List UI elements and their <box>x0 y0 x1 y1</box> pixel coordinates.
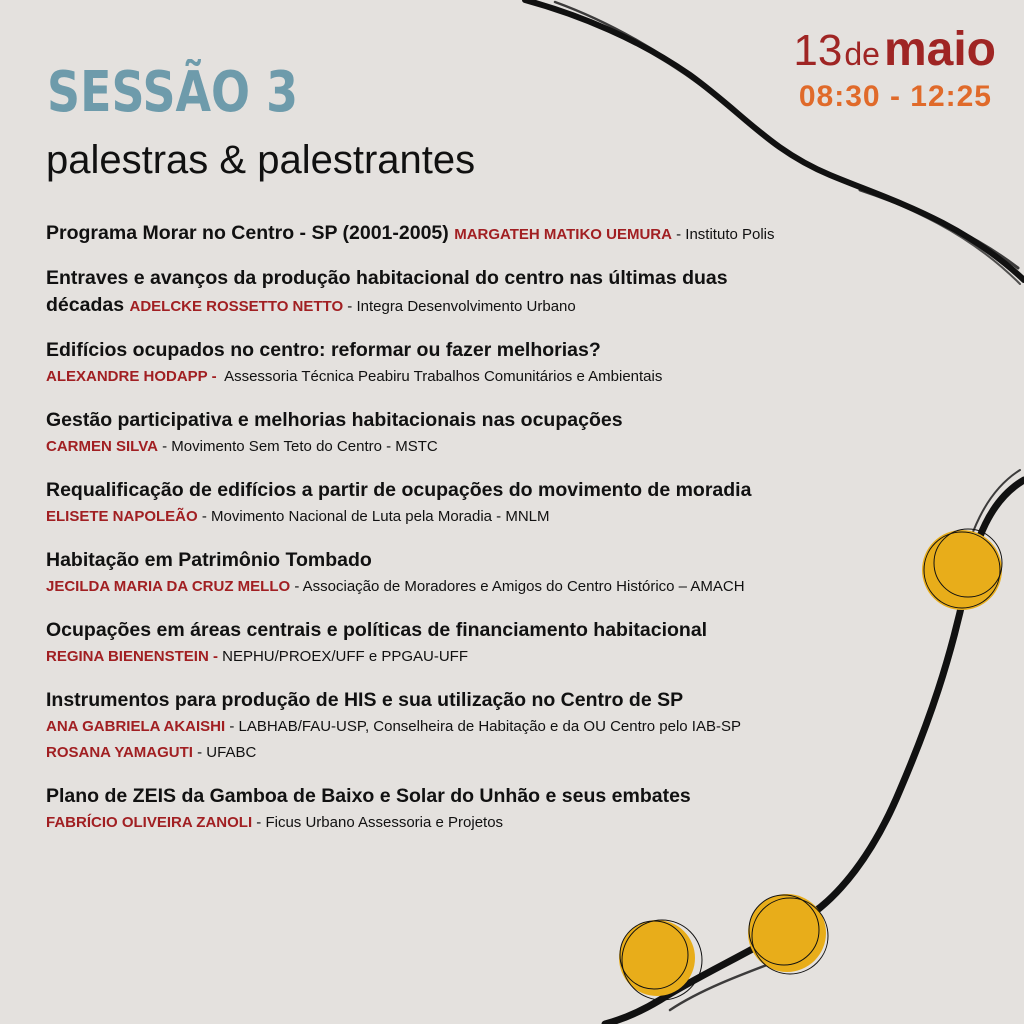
speaker-org: - LABHAB/FAU-USP, Conselheira de Habitação e da OU Centro pelo IAB-SP <box>225 718 741 735</box>
talk-title: Requalificação de edifícios a partir de ocupações do movimento de moradia <box>46 479 752 501</box>
talk-item <box>46 547 906 600</box>
talk-item <box>46 407 906 460</box>
talk-item <box>46 337 906 390</box>
talk-title: Programa Morar no Centro - SP (2001-2005) <box>46 222 449 244</box>
speaker-name: ROSANA YAMAGUTI <box>46 744 193 761</box>
speaker-org: - Instituto Polis <box>671 226 775 243</box>
date-de: de <box>844 36 880 72</box>
talk-title: Instrumentos para produção de HIS e sua utilização no Centro de SP <box>46 689 684 711</box>
talk-title: Habitação em Patrimônio Tombado <box>46 549 372 571</box>
dot-bottom-right <box>748 894 828 974</box>
speaker-name: MARGATEH MATIKO UEMURA <box>454 226 672 243</box>
speaker-name: JECILDA MARIA DA CRUZ MELLO <box>46 578 291 595</box>
session-title: SESSÃO 3 <box>47 60 299 125</box>
speaker-name: ANA GABRIELA AKAISHI <box>46 718 226 735</box>
dot-right <box>922 529 1002 610</box>
speaker-org: - UFABC <box>192 744 257 761</box>
talk-item <box>46 265 906 320</box>
event-date <box>793 22 996 77</box>
speaker-name: ELISETE NAPOLEÃO <box>46 508 198 525</box>
speaker-name: REGINA BIENENSTEIN - <box>46 648 218 665</box>
talk-item <box>46 617 906 670</box>
speaker-org: Assessoria Técnica Peabiru Trabalhos Comunitários e Ambientais <box>216 368 663 385</box>
talk-item <box>46 220 906 248</box>
speaker-org: - Integra Desenvolvimento Urbano <box>343 298 576 315</box>
dot-bottom-left <box>619 920 702 1000</box>
talk-title: Edifícios ocupados no centro: reformar ou fazer melhorias? <box>46 339 601 361</box>
date-month: maio <box>883 23 996 76</box>
speaker-org: - Associação de Moradores e Amigos do Centro Histórico – AMACH <box>290 578 745 595</box>
talk-item <box>46 687 906 766</box>
speaker-org: - Ficus Urbano Assessoria e Projetos <box>252 814 504 831</box>
speaker-name: ALEXANDRE HODAPP - <box>46 368 217 385</box>
talk-list <box>46 220 906 853</box>
speaker-org: - Movimento Sem Teto do Centro - MSTC <box>157 438 438 455</box>
speaker-name: ADELCKE ROSSETTO NETTO <box>129 298 344 315</box>
speaker-org: - Movimento Nacional de Luta pela Moradia - MNLM <box>197 508 550 525</box>
talk-title-cont: décadas <box>46 294 125 316</box>
talk-title: Ocupações em áreas centrais e políticas de financiamento habitacional <box>46 619 708 641</box>
event-time: 08:30 - 12:25 <box>798 80 992 113</box>
speaker-org: NEPHU/PROEX/UFF e PPGAU-UFF <box>217 648 468 665</box>
speaker-name: FABRÍCIO OLIVEIRA ZANOLI <box>46 814 253 831</box>
page-subtitle: palestras & palestrantes <box>46 138 476 182</box>
date-day: 13 <box>793 26 843 75</box>
talk-title: Gestão participativa e melhorias habitacionais nas ocupações <box>46 409 623 431</box>
talk-item <box>46 783 906 836</box>
speaker-name: CARMEN SILVA <box>46 438 158 455</box>
talk-title: Plano de ZEIS da Gamboa de Baixo e Solar do Unhão e seus embates <box>46 785 691 807</box>
talk-title: Entraves e avanços da produção habitacional do centro nas últimas duas <box>46 267 728 289</box>
talk-item <box>46 477 906 530</box>
